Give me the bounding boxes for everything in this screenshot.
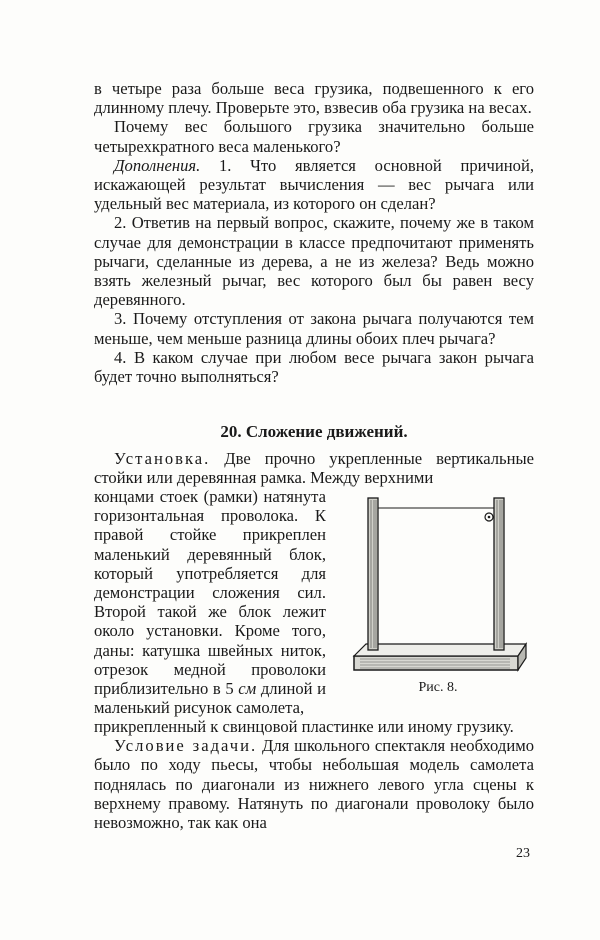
paragraph: Установка. Две прочно укрепленные вертикальные стойки или деревянная рамка. Между верхними <box>94 449 534 488</box>
figure-caption: Рис. 8. <box>418 680 458 695</box>
paragraph: прикрепленный к свинцовой пластинке или иному грузику. <box>94 717 514 736</box>
setup-label: Установка. <box>114 449 211 468</box>
paragraph: Дополнения. 1. Что является основной причиной, искажающей результат вычисления — вес рычага или удельный вес материала, из которого он сделан? <box>94 155 534 214</box>
paragraph: в четыре раза больше веса грузика, подвешенного к его длинному плечу. Проверьте это, взвесив оба грузика на весах. <box>94 79 534 118</box>
paragraph: Условие задачи. Для школьного спектакля необходимо было по ходу пьесы, чтобы небольшая модель самолета поднялась по диагонали из нижнего левого угла сцены к верхнему правому. Натянуть по диагонали проволоку было невозможно, так как она <box>94 736 534 833</box>
section-title: 20. Сложение движений. <box>220 422 408 441</box>
additions-label: Дополнения. <box>114 155 201 175</box>
paragraph: Почему вес большого грузика значительно больше четырехкратного веса маленького? <box>94 117 534 156</box>
paragraph: 2. Ответив на первый вопрос, скажите, почему же в таком случае для демонстрации в классе предпочитают применять рычаги, сделанные из дерева, а не из железа? Ведь можно взять железный рычаг, вес которого был бы равен весу деревянного. <box>94 213 534 310</box>
setup-column-text <box>94 487 326 717</box>
paragraph: концами стоек (рамки) натянута горизонтальная проволока. К правой стойке прикреплен маленький деревянный блок, который употребляется для демонстрации сложения сил. Второй такой же блок лежит около установки. Кроме того, даны: катушка швейных ниток, отрезок медной проволоки приблизительно в 5 см длиной и маленький рисунок самолета, <box>94 487 326 718</box>
setup-and-condition <box>94 717 534 832</box>
page-number: 23 <box>516 846 530 861</box>
unit: см <box>238 679 257 699</box>
condition-label: Условие задачи. <box>114 736 258 756</box>
paragraph: 3. Почему отступления от закона рычага получаются тем меньше, чем меньше разница длины обоих плеч рычага? <box>94 309 534 348</box>
figure-frame-illustration <box>350 484 530 696</box>
paragraph: 4. В каком случае при любом весе рычага закон рычага будет точно выполняться? <box>94 347 534 387</box>
setup-intro <box>94 449 534 487</box>
wooden-frame-drawing <box>350 484 530 684</box>
section-top-text <box>94 79 534 386</box>
